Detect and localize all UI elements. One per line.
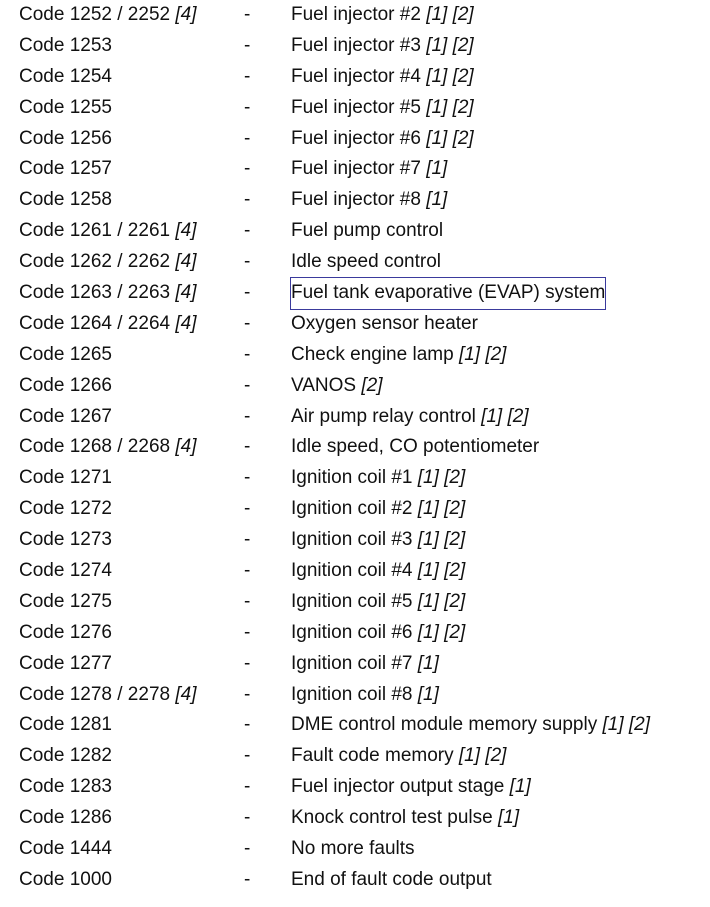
fault-code-number: Code 1286 (19, 807, 112, 829)
separator-dash: - (244, 652, 251, 674)
separator-dash: - (244, 65, 251, 87)
fault-description-footnote: [1] [2] (426, 4, 474, 25)
separator-dash: - (244, 220, 251, 242)
fault-code-number: Code 1255 (19, 96, 112, 118)
fault-description-text: Idle speed, CO potentiometer (291, 436, 540, 458)
fault-description-text: Fuel injector #3 (291, 34, 421, 56)
fault-code (19, 710, 112, 741)
separator-dash: - (244, 96, 251, 118)
fault-description-text: Fuel injector #2 (291, 4, 421, 25)
fault-description-text: Ignition coil #4 (291, 560, 413, 582)
separator-dash: - (244, 683, 251, 705)
fault-description (291, 247, 441, 278)
fault-code-row (0, 680, 710, 711)
fault-code-row (0, 0, 710, 31)
fault-description (291, 494, 465, 525)
separator-dash: - (244, 312, 251, 334)
fault-description (291, 402, 529, 433)
fault-description-footnote: [1] [2] (417, 621, 466, 643)
fault-code-number: Code 1274 (19, 560, 112, 582)
fault-description-text: Oxygen sensor heater (291, 312, 478, 334)
separator-dash: - (244, 127, 251, 149)
fault-description-text: Idle speed control (291, 251, 441, 273)
separator-dash: - (244, 158, 251, 180)
fault-description-text: Fuel injector output stage (291, 776, 505, 798)
fault-code (19, 834, 112, 865)
fault-description-text: Ignition coil #6 (291, 621, 413, 643)
fault-code-number: Code 1257 (19, 158, 112, 180)
fault-description-text: Fuel pump control (291, 220, 444, 242)
fault-code-number: Code 1254 (19, 65, 112, 87)
fault-code-footnote: [4] (175, 251, 197, 273)
fault-description-highlighted (291, 278, 605, 309)
fault-description-text: End of fault code output (291, 868, 492, 890)
fault-code-row (0, 432, 710, 463)
separator-dash: - (244, 4, 251, 25)
fault-code (19, 772, 112, 803)
fault-code-row (0, 309, 710, 340)
separator-dash: - (244, 868, 251, 890)
fault-code (19, 680, 196, 711)
fault-code-number: Code 1263 / 2263 (19, 282, 171, 304)
fault-code (19, 93, 112, 124)
separator-dash: - (244, 714, 251, 736)
fault-description-text: Ignition coil #7 (291, 652, 413, 674)
fault-description (291, 216, 443, 247)
fault-description (291, 371, 383, 402)
fault-code-footnote: [4] (175, 312, 197, 334)
fault-description-footnote: [1] [2] (426, 96, 474, 118)
fault-code (19, 865, 112, 896)
fault-code-number: Code 1265 (19, 343, 112, 365)
fault-description-text: Ignition coil #1 (291, 467, 413, 489)
fault-description (291, 340, 506, 371)
separator-dash: - (244, 621, 251, 643)
fault-description (291, 62, 474, 93)
fault-code-number: Code 1283 (19, 776, 112, 798)
fault-description-footnote: [1] [2] (417, 590, 466, 612)
fault-description-footnote: [1] (417, 683, 439, 705)
fault-code (19, 309, 196, 340)
fault-code-number: Code 1278 / 2278 (19, 683, 171, 705)
fault-description-text: DME control module memory supply (291, 714, 598, 736)
fault-code-row (0, 741, 710, 772)
fault-description-text: Fuel injector #8 (291, 189, 421, 211)
fault-description-text: Ignition coil #3 (291, 529, 413, 551)
fault-code-number: Code 1282 (19, 745, 112, 767)
fault-description (291, 556, 465, 587)
separator-dash: - (244, 590, 251, 612)
fault-description-footnote: [1] [2] (602, 714, 651, 736)
fault-description-footnote: [1] [2] (426, 65, 474, 87)
fault-code (19, 803, 112, 834)
fault-code-row (0, 402, 710, 433)
fault-code-number: Code 1444 (19, 838, 112, 860)
fault-code (19, 432, 196, 463)
fault-code (19, 124, 112, 155)
fault-description (291, 741, 506, 772)
fault-code-number: Code 1253 (19, 34, 112, 56)
fault-code (19, 62, 112, 93)
fault-description (291, 124, 474, 155)
fault-description-footnote: [1] [2] (417, 498, 466, 520)
fault-description-text: Fuel injector #5 (291, 96, 421, 118)
fault-description-footnote: [1] [2] (417, 529, 466, 551)
fault-description-text: Fuel injector #7 (291, 158, 421, 180)
fault-description (291, 649, 439, 680)
fault-code-number: Code 1268 / 2268 (19, 436, 171, 458)
fault-description-footnote: [1] [2] (481, 405, 529, 427)
fault-description-text: Fuel injector #6 (291, 127, 421, 149)
fault-description-text: Fuel tank evaporative (EVAP) system (291, 282, 606, 304)
fault-description (291, 432, 539, 463)
fault-code-number: Code 1264 / 2264 (19, 312, 171, 334)
fault-code (19, 587, 112, 618)
separator-dash: - (244, 343, 251, 365)
fault-description (291, 772, 531, 803)
fault-description (291, 865, 492, 896)
fault-description (291, 525, 465, 556)
fault-description (291, 185, 447, 216)
fault-code-number: Code 1271 (19, 467, 112, 489)
fault-code (19, 278, 196, 309)
fault-code-row (0, 772, 710, 803)
fault-description-footnote: [2] (361, 374, 383, 396)
fault-description-text: Knock control test pulse (291, 807, 493, 829)
fault-code (19, 216, 196, 247)
fault-code-number: Code 1272 (19, 498, 112, 520)
fault-code-row (0, 587, 710, 618)
fault-code-row (0, 463, 710, 494)
fault-description-footnote: [1] [2] (426, 34, 474, 56)
fault-code-row (0, 371, 710, 402)
fault-code (19, 463, 112, 494)
fault-code-row (0, 865, 710, 896)
fault-code-row (0, 803, 710, 834)
fault-description-text: Fault code memory (291, 745, 454, 767)
fault-code-row (0, 340, 710, 371)
fault-description-text: Ignition coil #8 (291, 683, 413, 705)
fault-code-row (0, 710, 710, 741)
fault-description (291, 31, 474, 62)
fault-description-text: Fuel injector #4 (291, 65, 421, 87)
fault-description-text: Air pump relay control (291, 405, 476, 427)
fault-description (291, 154, 447, 185)
fault-code-row (0, 185, 710, 216)
fault-description-text: VANOS (291, 374, 357, 396)
fault-code-number: Code 1277 (19, 652, 112, 674)
fault-code (19, 556, 112, 587)
fault-code-number: Code 1267 (19, 405, 112, 427)
fault-code-row (0, 278, 710, 309)
fault-code (19, 402, 112, 433)
fault-code-row (0, 525, 710, 556)
fault-code-footnote: [4] (175, 282, 197, 304)
separator-dash: - (244, 529, 251, 551)
fault-description-footnote: [1] [2] (417, 560, 466, 582)
separator-dash: - (244, 560, 251, 582)
separator-dash: - (244, 405, 251, 427)
fault-description-footnote: [1] (498, 807, 520, 829)
fault-description-footnote: [1] [2] (426, 127, 474, 149)
fault-code (19, 154, 112, 185)
fault-code-row (0, 494, 710, 525)
separator-dash: - (244, 282, 251, 304)
separator-dash: - (244, 374, 251, 396)
fault-code-row (0, 556, 710, 587)
fault-code-row (0, 31, 710, 62)
fault-description (291, 618, 465, 649)
fault-description-footnote: [1] (426, 158, 448, 180)
fault-description (291, 587, 465, 618)
separator-dash: - (244, 838, 251, 860)
fault-code-row (0, 93, 710, 124)
fault-code (19, 371, 112, 402)
fault-code-row (0, 216, 710, 247)
fault-description (291, 0, 474, 31)
fault-code-footnote: [4] (175, 683, 197, 705)
fault-code-row (0, 247, 710, 278)
fault-code-number: Code 1258 (19, 189, 112, 211)
fault-description (291, 93, 474, 124)
separator-dash: - (244, 436, 251, 458)
fault-code (19, 741, 112, 772)
separator-dash: - (244, 498, 251, 520)
fault-code-row (0, 618, 710, 649)
fault-description (291, 680, 439, 711)
separator-dash: - (244, 34, 251, 56)
fault-code (19, 525, 112, 556)
fault-description (291, 309, 478, 340)
separator-dash: - (244, 467, 251, 489)
fault-code-number: Code 1252 / 2252 (19, 4, 171, 25)
separator-dash: - (244, 189, 251, 211)
fault-code-footnote: [4] (175, 436, 197, 458)
fault-code-number: Code 1266 (19, 374, 112, 396)
fault-code (19, 185, 112, 216)
fault-description-text: Check engine lamp (291, 343, 454, 365)
fault-description-footnote: [1] (426, 189, 448, 211)
fault-description-footnote: [1] (509, 776, 531, 798)
separator-dash: - (244, 807, 251, 829)
fault-code (19, 247, 196, 278)
fault-code-number: Code 1262 / 2262 (19, 251, 171, 273)
fault-code-number: Code 1256 (19, 127, 112, 149)
fault-description-footnote: [1] [2] (458, 343, 507, 365)
fault-code-row (0, 649, 710, 680)
fault-code-row (0, 124, 710, 155)
fault-code-row (0, 834, 710, 865)
fault-code-number: Code 1000 (19, 868, 112, 890)
fault-code-row (0, 154, 710, 185)
separator-dash: - (244, 776, 251, 798)
fault-code (19, 340, 112, 371)
fault-code (19, 618, 112, 649)
fault-description-footnote: [1] [2] (417, 467, 466, 489)
fault-description-footnote: [1] (417, 652, 439, 674)
separator-dash: - (244, 745, 251, 767)
fault-description (291, 463, 465, 494)
fault-code-row (0, 62, 710, 93)
fault-code (19, 494, 112, 525)
fault-code-number: Code 1273 (19, 529, 112, 551)
fault-description (291, 710, 650, 741)
fault-description-footnote: [1] [2] (458, 745, 507, 767)
fault-description-text: Ignition coil #5 (291, 590, 413, 612)
fault-code-number: Code 1261 / 2261 (19, 220, 171, 242)
fault-code (19, 31, 112, 62)
fault-description-text: No more faults (291, 838, 415, 860)
fault-description-text: Ignition coil #2 (291, 498, 413, 520)
separator-dash: - (244, 251, 251, 273)
fault-code-footnote: [4] (175, 220, 197, 242)
fault-description (291, 834, 415, 865)
fault-code (19, 0, 196, 31)
fault-code-number: Code 1275 (19, 590, 112, 612)
fault-code-number: Code 1281 (19, 714, 112, 736)
fault-code-number: Code 1276 (19, 621, 112, 643)
fault-description (291, 803, 519, 834)
fault-code (19, 649, 112, 680)
fault-code-footnote: [4] (175, 4, 197, 25)
